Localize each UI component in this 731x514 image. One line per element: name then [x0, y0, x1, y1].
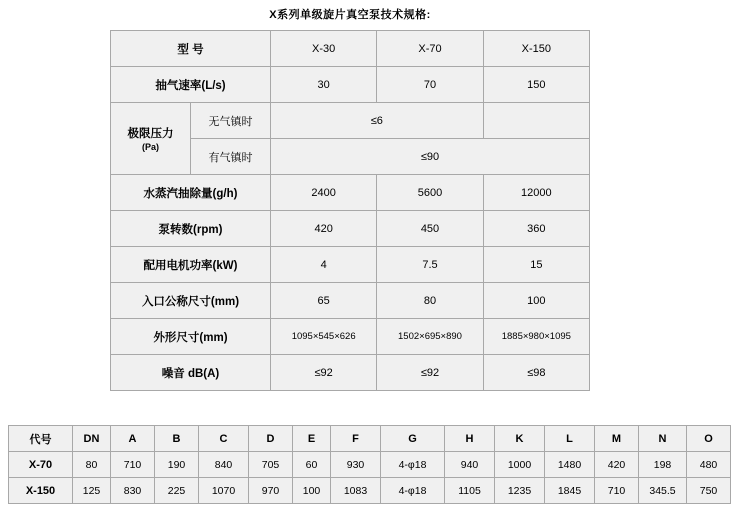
dims-x150-d: 970 — [249, 478, 293, 504]
spec-label-overall-size: 外形尺寸(mm) — [111, 319, 271, 355]
dims-header-f: F — [331, 426, 381, 452]
spec-label-ultimate-pressure-unit: (Pa) — [141, 141, 159, 152]
page-title: X系列单级旋片真空泵技术规格: — [269, 9, 431, 21]
dims-header-g: G — [381, 426, 445, 452]
dims-header-m: M — [595, 426, 639, 452]
spec-label-model: 型 号 — [111, 31, 271, 67]
spec-value-power-x150: 15 — [483, 247, 589, 283]
spec-value-power-x30: 4 — [271, 247, 377, 283]
spec-table — [110, 30, 590, 391]
dims-header-h: H — [445, 426, 495, 452]
dimensions-table — [8, 425, 731, 504]
dimensions-header-row — [9, 426, 731, 452]
dims-x70-c: 840 — [199, 452, 249, 478]
spec-value-overall-x30: 1095×545×626 — [271, 319, 377, 355]
spec-label-ultimate-pressure-main: 极限压力 — [127, 127, 174, 140]
spec-label-pump-speed: 泵转数(rpm) — [111, 211, 271, 247]
dims-x70-l: 1480 — [545, 452, 595, 478]
spec-value-model-x150: X-150 — [483, 31, 589, 67]
spec-value-speed-x70: 70 — [377, 67, 483, 103]
dims-x70-b: 190 — [155, 452, 199, 478]
dims-header-d: D — [249, 426, 293, 452]
spec-value-noise-x150: ≤98 — [483, 355, 589, 391]
dims-x70-f: 930 — [331, 452, 381, 478]
dims-x150-k: 1235 — [495, 478, 545, 504]
spec-label-noise: 噪音 dB(A) — [111, 355, 271, 391]
dims-x70-a: 710 — [111, 452, 155, 478]
spec-table-container — [110, 30, 590, 391]
dims-x150-f: 1083 — [331, 478, 381, 504]
spec-label-pumping-speed: 抽气速率(L/s) — [111, 67, 271, 103]
spec-row-model — [111, 31, 590, 67]
dims-x70-g: 4-φ18 — [381, 452, 445, 478]
dims-header-dn: DN — [73, 426, 111, 452]
spec-label-motor-power: 配用电机功率(kW) — [111, 247, 271, 283]
spec-value-rpm-x70: 450 — [377, 211, 483, 247]
dims-x70-h: 940 — [445, 452, 495, 478]
spec-label-inlet-size: 入口公称尺寸(mm) — [111, 283, 271, 319]
dims-x70-n: 198 — [639, 452, 687, 478]
spec-value-noise-x30: ≤92 — [271, 355, 377, 391]
spec-value-vapor-x150: 12000 — [483, 175, 589, 211]
dims-x70-d: 705 — [249, 452, 293, 478]
dims-x150-dn: 125 — [73, 478, 111, 504]
dims-header-code: 代号 — [9, 426, 73, 452]
dims-x150-m: 710 — [595, 478, 639, 504]
spec-value-speed-x30: 30 — [271, 67, 377, 103]
spec-value-rpm-x150: 360 — [483, 211, 589, 247]
dims-x150-n: 345.5 — [639, 478, 687, 504]
spec-value-vapor-x70: 5600 — [377, 175, 483, 211]
spec-row-inlet-size — [111, 283, 590, 319]
spec-row-motor-power — [111, 247, 590, 283]
spec-value-ultimate-pressure-no-gas-blank — [483, 103, 589, 139]
dims-header-e: E — [293, 426, 331, 452]
dims-x150-e: 100 — [293, 478, 331, 504]
table-row — [9, 478, 731, 504]
dims-header-c: C — [199, 426, 249, 452]
dims-header-a: A — [111, 426, 155, 452]
spec-label-ultimate-pressure — [111, 103, 191, 175]
spec-value-power-x70: 7.5 — [377, 247, 483, 283]
table-row — [9, 452, 731, 478]
dims-x150-b: 225 — [155, 478, 199, 504]
spec-row-pumping-speed — [111, 67, 590, 103]
dims-x70-e: 60 — [293, 452, 331, 478]
spec-label-water-vapor: 水蒸汽抽除量(g/h) — [111, 175, 271, 211]
spec-row-noise — [111, 355, 590, 391]
dims-x150-code: X-150 — [9, 478, 73, 504]
spec-sublabel-no-gas: 无气镇时 — [191, 103, 271, 139]
spec-row-overall-size — [111, 319, 590, 355]
spec-value-model-x30: X-30 — [271, 31, 377, 67]
spec-value-ultimate-pressure-with-gas: ≤90 — [271, 139, 590, 175]
spec-value-inlet-x30: 65 — [271, 283, 377, 319]
dims-x150-l: 1845 — [545, 478, 595, 504]
spec-value-noise-x70: ≤92 — [377, 355, 483, 391]
dims-x150-g: 4-φ18 — [381, 478, 445, 504]
dims-x70-m: 420 — [595, 452, 639, 478]
dims-x150-h: 1105 — [445, 478, 495, 504]
dims-header-k: K — [495, 426, 545, 452]
dims-header-b: B — [155, 426, 199, 452]
spec-row-water-vapor — [111, 175, 590, 211]
spec-sublabel-with-gas: 有气镇时 — [191, 139, 271, 175]
spec-value-overall-x150: 1885×980×1095 — [483, 319, 589, 355]
dims-header-n: N — [639, 426, 687, 452]
spec-value-rpm-x30: 420 — [271, 211, 377, 247]
spec-value-ultimate-pressure-no-gas: ≤6 — [271, 103, 484, 139]
spec-row-ultimate-pressure-no-gas — [111, 103, 590, 139]
spec-value-model-x70: X-70 — [377, 31, 483, 67]
spec-value-inlet-x150: 100 — [483, 283, 589, 319]
spec-value-speed-x150: 150 — [483, 67, 589, 103]
dims-header-l: L — [545, 426, 595, 452]
spec-value-overall-x70: 1502×695×890 — [377, 319, 483, 355]
spec-value-vapor-x30: 2400 — [271, 175, 377, 211]
dimensions-table-container — [8, 425, 718, 504]
dims-x150-o: 750 — [687, 478, 731, 504]
dims-x150-a: 830 — [111, 478, 155, 504]
dims-x70-code: X-70 — [9, 452, 73, 478]
spec-value-inlet-x70: 80 — [377, 283, 483, 319]
dims-x150-c: 1070 — [199, 478, 249, 504]
dims-x70-o: 480 — [687, 452, 731, 478]
dims-header-o: O — [687, 426, 731, 452]
spec-row-pump-speed — [111, 211, 590, 247]
dims-x70-dn: 80 — [73, 452, 111, 478]
dims-x70-k: 1000 — [495, 452, 545, 478]
